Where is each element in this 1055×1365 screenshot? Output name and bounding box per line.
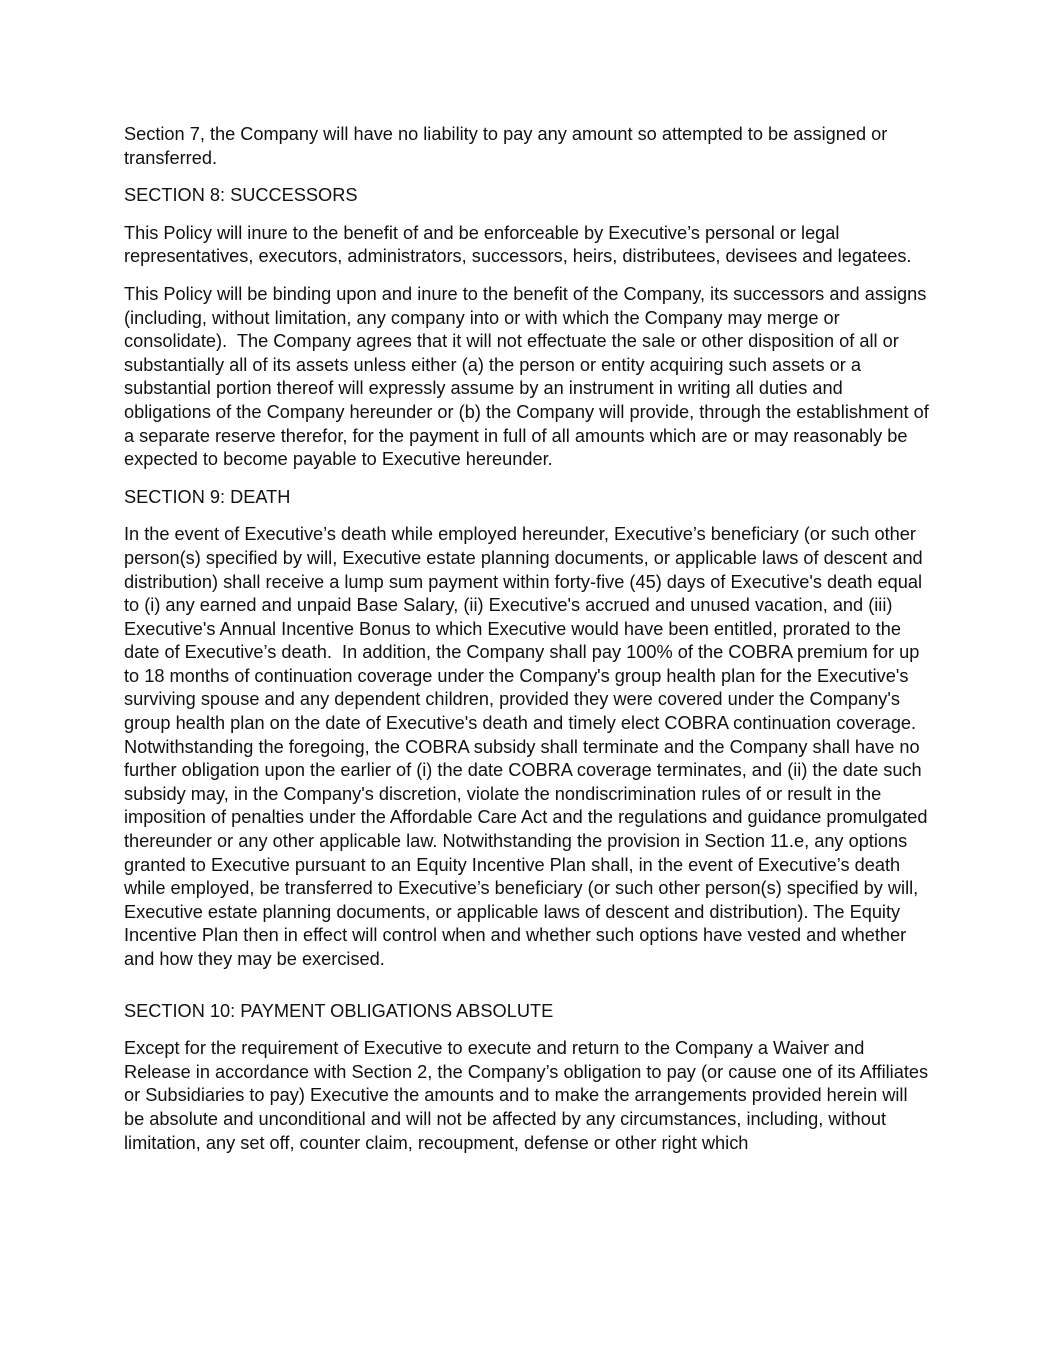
- paragraph-death: In the event of Executive’s death while employed hereunder, Executive’s beneficiary (or such other person(s) specified by will, Executive estate planning documents, or applicable laws of descent and distribution) shall receive a lump sum payment within forty-five (45) days of Executive's death equal to (i) any earned and unpaid Base Salary, (ii) Executive's accrued and unused vacation, and (iii) Executive's Annual Incentive Bonus to which Executive would have been entitled, prorated to the date of Executive’s death. In addition, the Company shall pay 100% of the COBRA premium for up to 18 months of continuation coverage under the Company's group health plan for the Executive's surviving spouse and any dependent children, provided they were covered under the Company's group health plan on the date of Executive's death and timely elect COBRA continuation coverage. Notwithstanding the foregoing, the COBRA subsidy shall terminate and the Company shall have no further obligation upon the earlier of (i) the date COBRA coverage terminates, and (ii) the date such subsidy may, in the Company's discretion, violate the nondiscrimination rules of or result in the imposition of penalties under the Affordable Care Act and the regulations and guidance promulgated thereunder or any other applicable law. Notwithstanding the provision in Section 11.e, any options granted to Executive pursuant to an Equity Incentive Plan shall, in the event of Executive’s death while employed, be transferred to Executive’s beneficiary (or such other person(s) specified by will, Executive estate planning documents, or applicable laws of descent and distribution). The Equity Incentive Plan then in effect will control when and whether such options have vested and whether and how they may be exercised.: [124, 524, 933, 969]
- paragraph-successors-company: This Policy will be binding upon and inure to the benefit of the Company, its successors and assigns (including, without limitation, any company into or with which the Company may merge or consolidate). The Company agrees that it will not effectuate the sale or other disposition of all or substantially all of its assets unless either (a) the person or entity acquiring such assets or a substantial portion thereof will expressly assume by an instrument in writing all duties and obligations of the Company hereunder or (b) the Company will provide, through the establishment of a separate reserve therefor, for the payment in full of all amounts which are or may reasonably be expected to become payable to Executive hereunder.: [124, 283, 934, 470]
- paragraph-payment-obligations: Except for the requirement of Executive to execute and return to the Company a Waiver and Release in accordance with Section 2, the Company’s obligation to pay (or cause one of its Affiliates or Subsidiaries to pay) Executive the amounts and to make the arrangements provided herein will be absolute and unconditional and will not be affected by any circumstances, including, without limitation, any set off, counter claim, recoupment, defense or other right which: [124, 1038, 934, 1153]
- section-9-heading: SECTION 9: DEATH: [124, 486, 291, 507]
- paragraph-successors-representatives: This Policy will inure to the benefit of and be enforceable by Executive’s personal or legal representatives, executors, administrators, successors, heirs, distributees, devisees and legatees.: [124, 222, 912, 267]
- document-page: [124, 123, 934, 1169]
- section-8-heading: SECTION 8: SUCCESSORS: [124, 185, 358, 206]
- section-10-heading: SECTION 10: PAYMENT OBLIGATIONS ABSOLUTE: [124, 1000, 554, 1021]
- paragraph-section7-continuation: Section 7, the Company will have no liability to pay any amount so attempted to be assigned or transferred.: [124, 124, 893, 168]
